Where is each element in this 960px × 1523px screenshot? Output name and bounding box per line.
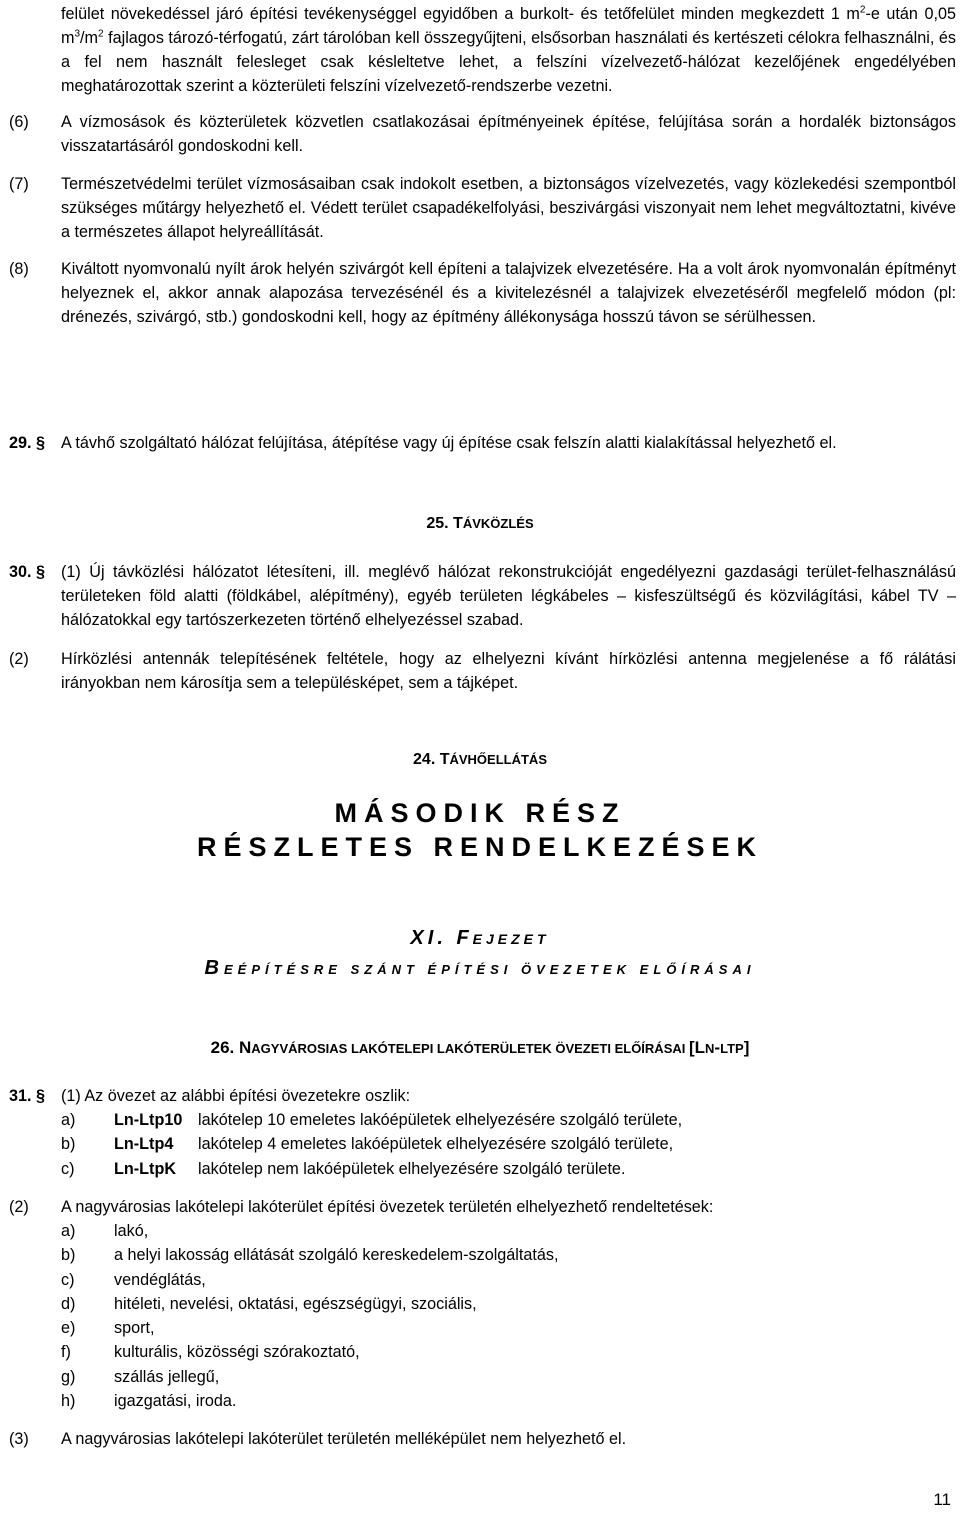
part-title: MÁSODIK RÉSZ [334,798,626,828]
list-text: a helyi lakosság ellátását szolgáló kereskedelem-szolgáltatás, [114,1246,559,1265]
list-label: a) [61,1111,76,1129]
text-run: felület növekedéssel járó építési tevékenységgel egyidőben a burkolt- és tetőfelület minden megkezdett 1 m [61,5,860,23]
paragraph-number: 30. § [9,563,46,581]
list-item [61,1243,956,1267]
heading-initial: T [439,751,450,768]
heading-rest: ÁVHŐELLÁTÁS [449,752,547,767]
list-item [61,1340,956,1364]
paragraph-29 [9,431,956,455]
paragraph-number: (2) [9,1198,29,1216]
list-text: szállás jellegű, [114,1367,220,1386]
section-heading-26 [0,1036,960,1061]
list-label: b) [61,1135,76,1154]
paragraph-continued [61,2,956,98]
heading-rest: ÁVKÖZLÉS [462,516,534,531]
section-number: 26. [210,1038,239,1057]
section-number: 24. [413,751,440,768]
heading-initial: F [456,927,473,949]
superscript: 2 [98,28,104,40]
paragraph-8 [9,257,956,329]
list-item [61,1316,956,1340]
heading-code: - [714,1038,721,1057]
section-number: 25. [426,515,454,532]
list-item [61,1268,956,1292]
zone-code: Ln-Ltp10 [114,1111,183,1129]
list-item [61,1157,956,1181]
chapter-subtitle [0,955,960,983]
list-text: lakó, [114,1222,149,1240]
list-label: d) [61,1294,76,1313]
heading-code: LTP [720,1041,744,1056]
paragraph-number: 29. § [9,434,46,452]
part-subtitle: RÉSZLETES RENDELKEZÉSEK [196,832,764,862]
paragraph-text: (1) Az övezet az alábbi építési övezetekre oszlik: [61,1087,411,1105]
paragraph-31-2 [9,1195,956,1219]
page-number: 11 [933,1490,951,1509]
paragraph-30 [9,560,956,632]
paragraph-31-3 [9,1427,956,1451]
paragraph-text: Kiváltott nyomvonalú nyílt árok helyén szivárgót kell építeni a talajvizek elvezetésére. Ha a volt árok nyomvonalán építményt helyeznek el, akkor annak alapozása tervezésénél és a kivitelezésnél a talajvizek elvezetéséről megfelelő módon (pl: drénezés, szivárgó, stb.) gondoskodni kell, hogy az építmény állékonysága hosszú távon se sérülhessen. [61,260,956,326]
paragraph-7 [9,172,956,244]
paragraph-text: A távhő szolgáltató hálózat felújítása, átépítése vagy új építése csak felszín alatti kialakítással helyezhető el. [61,434,837,452]
list-text: hitéleti, nevelési, oktatási, egészségügyi, szociális, [114,1294,477,1313]
paragraph-text: A vízmosások és közterületek közvetlen csatlakozásai építményeinek építése, felújítása során a hordalék biztonságos visszatartásáról gondoskodni kell. [61,113,956,155]
list-text: igazgatási, iroda. [114,1392,237,1411]
zone-code: Ln-Ltp4 [114,1135,174,1154]
text-run: fajlagos tározó-térfogatú, zárt tárolóban kell összegyűjteni, elsősorban használati és kertészeti célokra felhasználni, és a fel nem használt felesleget csak késleltetve lehet, a felszíni vízelvezető-hálózat kezelőjének engedélyében meghatározottak szerint a közterületi felszíni vízelvezető-rendszerbe vezetni. [61,29,956,95]
list-text: kulturális, közösségi szórakoztató, [114,1343,360,1362]
function-list [61,1219,956,1413]
heading-code: N [705,1041,715,1056]
paragraph-text: (1) Új távközlési hálózatot létesíteni, ill. meglévő hálózat rekonstrukcióját engedélyezni gazdasági terület-felhasználású területeken föld alatti (földkábel, alépítmény), egyéb területen légkábeles – kisfeszültségű és közvilágítási, kábel TV – hálózatokkal egy tartószerkezeten történő elhelyezéssel szabad. [61,563,956,629]
list-item [61,1292,956,1316]
paragraph-number: (2) [9,650,29,668]
zone-description: lakótelep 4 emeletes lakóépületek elhelyezésére szolgáló területe, [198,1135,674,1154]
zone-list [61,1108,956,1181]
list-label: e) [61,1319,76,1338]
section-heading-25 [0,512,960,536]
list-label: g) [61,1367,76,1386]
heading-bracket: [L [688,1038,706,1057]
list-item [61,1108,956,1132]
paragraph-6 [9,110,956,158]
heading-initial: N [239,1038,252,1057]
heading-rest: EÉPÍTÉSRE SZÁNT ÉPÍTÉSI ÖVEZETEK ELŐÍRÁSAI [224,962,756,977]
list-label: a) [61,1222,76,1240]
heading-rest: AGYVÁROSIAS LAKÓTELEPI LAKÓTERÜLETEK ÖVEZETI ELŐÍRÁSAI [251,1041,689,1056]
list-item [61,1219,956,1243]
heading-initial: B [204,957,224,979]
heading-bracket: ] [743,1038,750,1057]
paragraph-number: 31. § [9,1087,46,1105]
section-heading-24 [0,748,960,772]
zone-description: lakótelep nem lakóépületek elhelyezésére szolgáló területe. [198,1159,626,1178]
text-run: -e után 0,05 m [61,5,956,47]
list-text: sport, [114,1319,155,1338]
paragraph-number: (6) [9,113,29,131]
zone-code: Ln-LtpK [114,1159,177,1178]
paragraph-number: (3) [9,1430,29,1448]
list-label: c) [61,1159,75,1178]
paragraph-30-2 [9,647,956,695]
paragraph-31 [9,1084,956,1108]
list-text: vendéglátás, [114,1270,206,1289]
list-label: f) [61,1343,71,1362]
paragraph-text: A nagyvárosias lakótelepi lakóterület építési övezetek területén elhelyezhető rendeltetések: [61,1198,714,1216]
paragraph-number: (8) [9,260,29,278]
list-item [61,1389,956,1413]
chapter-title [0,925,960,952]
heading-initial: T [453,515,463,532]
superscript: 3 [74,28,81,40]
list-label: c) [61,1270,75,1289]
chapter-number: XI. [410,927,457,949]
paragraph-text: Hírközlési antennák telepítésének feltétele, hogy az elhelyezni kívánt hírközlési antenna megjelenése a fő rálátási irányokban nem károsítja sem a településképet, sem a tájképet. [61,650,956,692]
list-item [61,1132,956,1156]
paragraph-number: (7) [9,175,29,193]
text-run: /m [80,29,99,47]
list-item [61,1365,956,1389]
superscript: 2 [859,4,866,16]
paragraph-text: A nagyvárosias lakótelepi lakóterület területén melléképület nem helyezhető el. [61,1430,627,1448]
list-label: h) [61,1392,76,1411]
paragraph-text: Természetvédelmi terület vízmosásaiban csak indokolt esetben, a biztonságos vízelvezetés, vagy közlekedési szempontból szükséges műtárgy helyezhető el. Védett terület csapadékelfolyási, beszivárgási viszonyait nem lehet megváltoztatni, kivéve a természetes állapot helyreállítását. [61,175,956,241]
list-label: b) [61,1246,76,1265]
heading-rest: EJEZET [472,931,550,947]
zone-description: lakótelep 10 emeletes lakóépületek elhelyezésére szolgáló területe, [198,1111,683,1129]
